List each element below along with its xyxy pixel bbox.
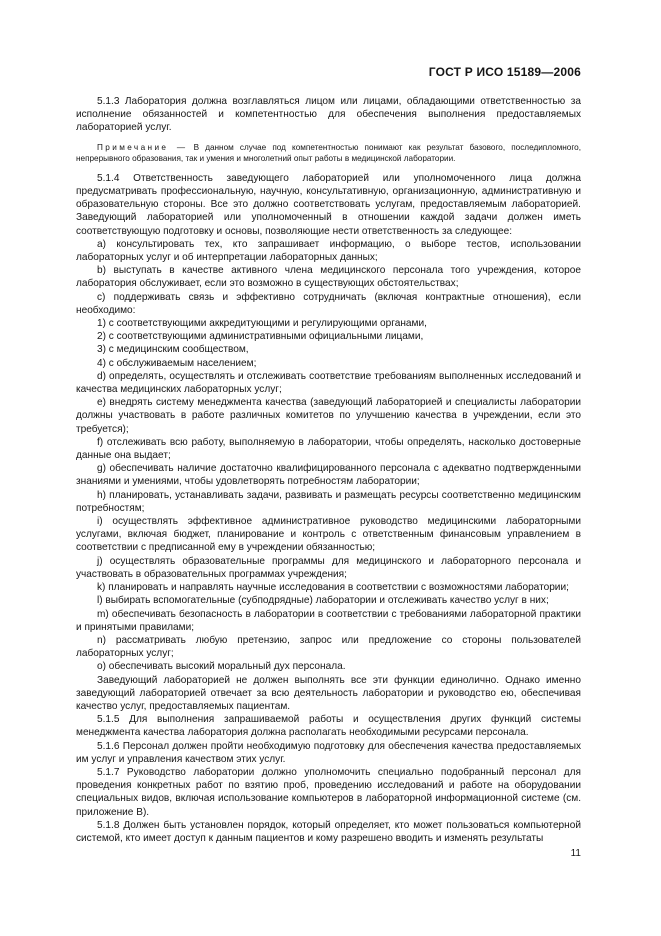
list-item-o: o) обеспечивать высокий моральный дух персонала. — [97, 661, 346, 673]
list-item-a: a) консультировать тех, кто запрашивает информацию, о выборе тестов, использовании лабораторных услуг и об интерпретации лабораторных данных; — [76, 238, 581, 264]
list-item-f: f) отслеживать всю работу, выполняемую в лаборатории, чтобы определять, насколько достоверные данные она выдает; — [76, 436, 581, 462]
list-item-e: e) внедрять систему менеджмента качества (заведующий лабораторией и специалисты лаборатории должны участвовать в работе различных комитетов по улучшению качества в учреждении, если это требуется); — [76, 397, 581, 435]
list-item-h: h) планировать, устанавливать задачи, развивать и размещать ресурсы соответственно медицинским потребностям; — [76, 489, 581, 514]
list-item-l: l) выбирать вспомогательные (субподрядные) лаборатории и отслеживать качество услуг в них; — [97, 595, 549, 607]
list-item-k: k) планировать и направлять научные исследования в соответствии с возможностями лаборатории; — [97, 582, 569, 594]
paragraph-5-1-8: 5.1.8 Должен быть установлен порядок, который определяет, кто может пользоваться компьютерной системой, кто имеет доступ к данным пациентов и кому разрешено вводить и изменять результаты — [76, 819, 581, 844]
list-item-c: c) поддерживать связь и эффективно сотрудничать (включая контрактные отношения), если необходимо: — [76, 291, 581, 316]
list-item-i: i) осуществлять эффективное административное руководство медицинскими лабораторными услугами, включая бюджет, планирование и контроль с ответственным финансовым управлением в соответствии с предписанной ему в учреждении обязанностью; — [76, 516, 581, 554]
paragraph-5-1-5: 5.1.5 Для выполнения запрашиваемой работы и осуществления других функций системы менеджмента качества лаборатория должна располагать необходимыми ресурсами персонала. — [76, 714, 581, 739]
paragraph-5-1-3: 5.1.3 Лаборатория должна возглавляться лицом или лицами, обладающими ответственностью за исполнение обязанностей и компетентностью для обеспечения выполнения предоставляемых лабораторией услуг. — [76, 96, 581, 134]
list-item-m: m) обеспечивать безопасность в лаборатории в соответствии с требованиями лабораторной практики и принятыми правилами; — [76, 608, 581, 633]
document-header: ГОСТ Р ИСО 15189—2006 — [428, 65, 581, 79]
list-item-b: b) выступать в качестве активного члена медицинского персонала того учреждения, которое лаборатория обслуживает, если это возможно в существующих обстоятельствах; — [76, 265, 581, 290]
document-body — [76, 95, 581, 845]
page-number: 11 — [570, 848, 581, 859]
sub-item-1: 1) с соответствующими аккредитующими и регулирующими органами, — [97, 318, 427, 330]
list-item-n: n) рассматривать любую претензию, запрос или предложение со стороны пользователей лабораторных услуг; — [76, 634, 581, 660]
paragraph-5-1-6: 5.1.6 Персонал должен пройти необходимую подготовку для обеспечения качества предоставляемых им услуг и управления качеством этих услуг. — [76, 740, 581, 765]
sub-item-3: 3) с медицинским сообществом, — [97, 344, 249, 356]
paragraph-summary: Заведующий лабораторией не должен выполнять все эти функции единолично. Однако именно заведующий лабораторией отвечает за всю деятельность лаборатории и руководство ею, обеспечивая качество услуг, предоставляемых пациентам. — [76, 674, 581, 712]
paragraph-5-1-7: 5.1.7 Руководство лаборатории должно уполномочить специально подобранный персонал для проведения конкретных работ по взятию проб, проведению исследований и работе на оборудовании специальных видов, включая использование компьютеров в лабораторной информационной системе (см. приложение B). — [76, 766, 581, 818]
paragraph-5-1-4: 5.1.4 Ответственность заведующего лабораторией или уполномоченного лица должна предусматривать профессиональную, научную, консультативную, организационную, административную и образовательную стороны. Все это должно соответствовать услугам, предоставляемым лабораторией. Заведующий лабораторией или уполномоченный в отношении каждой задачи должен иметь соответствующую подготовку и основы, позволяющие нести ответственность за следующее: — [76, 172, 581, 237]
sub-item-4: 4) с обслуживаемым населением; — [97, 357, 257, 369]
note: Примечание — В данном случае под компетентностью понимают как результат базового, последипломного, непрерывного образования, так и умения и многолетний опыт работы в медицинской лаборатории. — [76, 142, 581, 164]
note-label: Примечание — — [97, 142, 188, 152]
sub-item-2: 2) с соответствующими административными официальными лицами, — [97, 331, 424, 343]
list-item-d: d) определять, осуществлять и отслеживать соответствие требованиям выполненных исследований и качества медицинских лабораторных услуг; — [76, 370, 581, 396]
list-item-g: g) обеспечивать наличие достаточно квалифицированного персонала с адекватно подтвержденными знаниями и умениями, чтобы удовлетворять потребностям лаборатории; — [76, 463, 581, 488]
list-item-j: j) осуществлять образовательные программы для медицинского и лабораторного персонала и участвовать в образовательных программах учреждения; — [76, 555, 581, 580]
